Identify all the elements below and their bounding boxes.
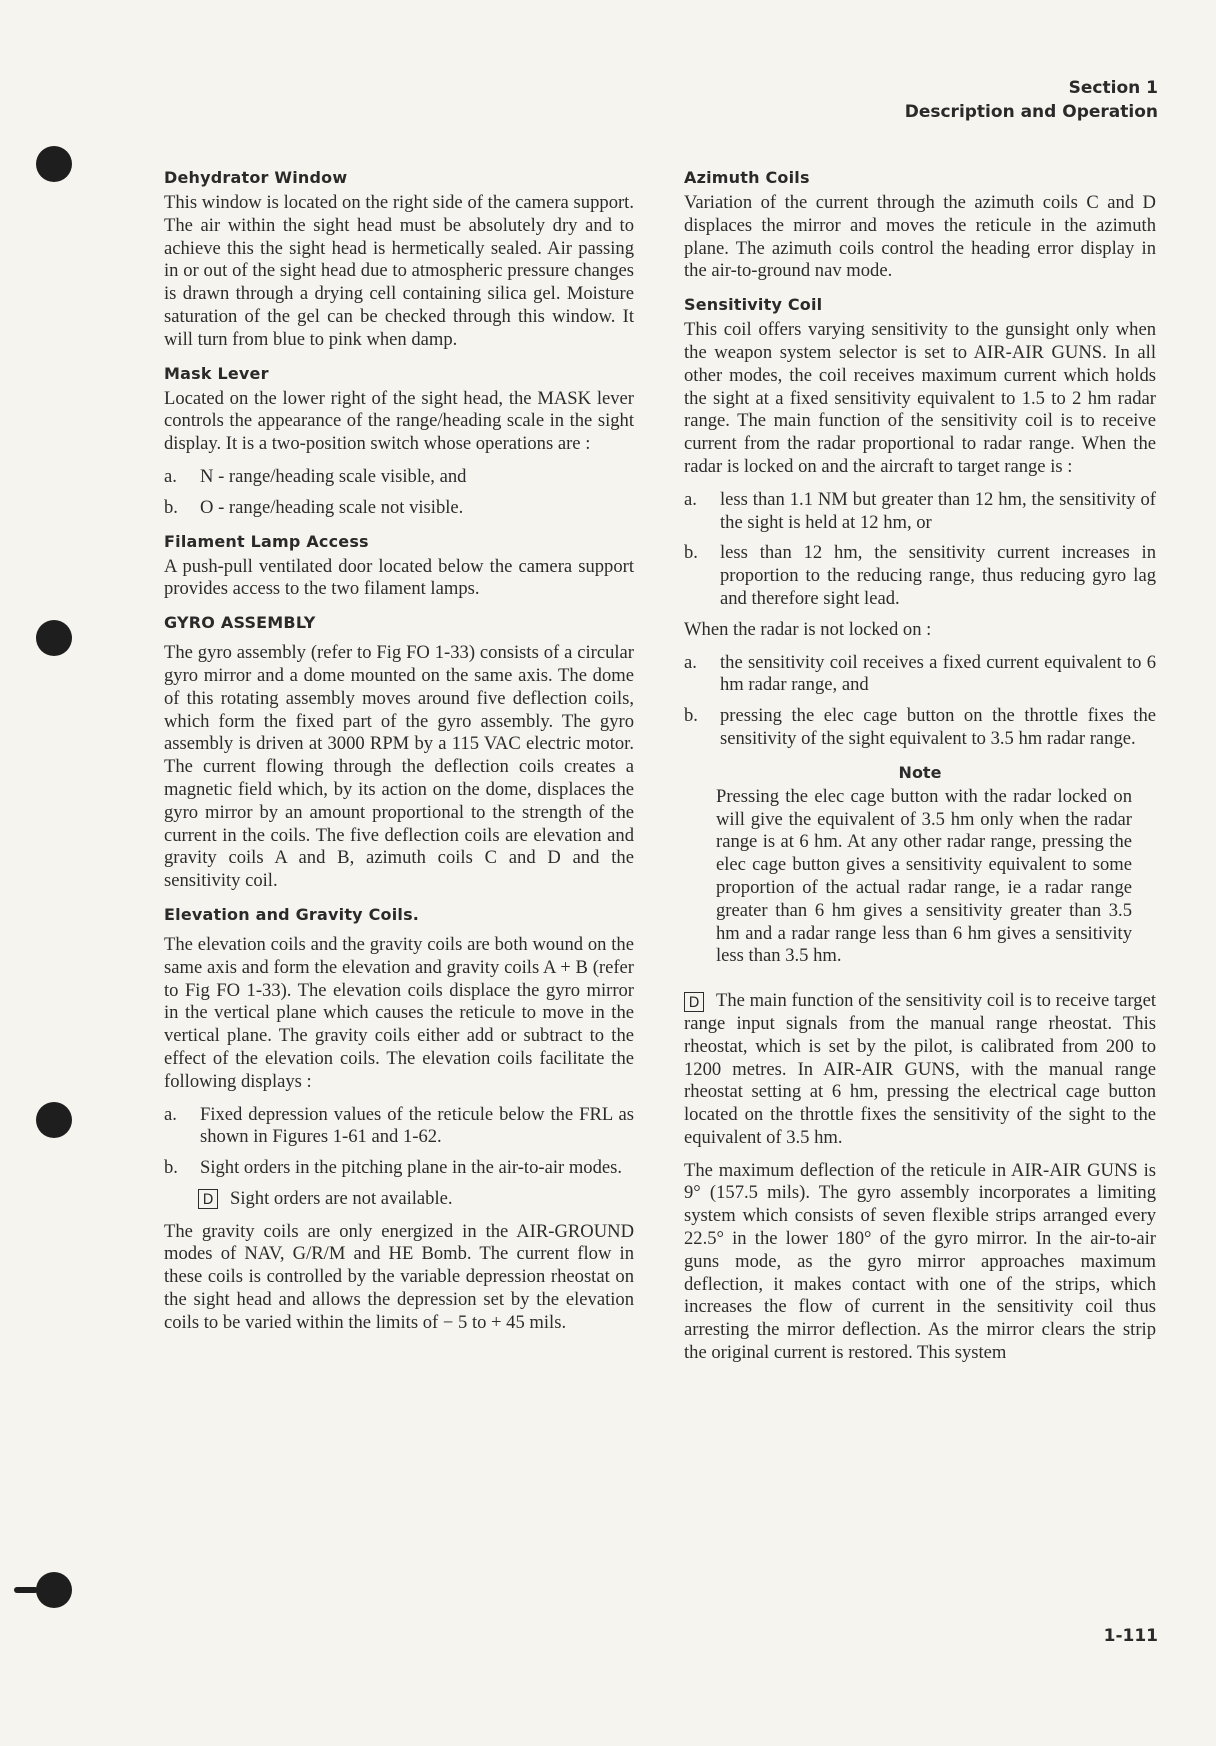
azimuth-section <box>684 168 1156 283</box>
list-item: a. the sensitivity coil receives a fixed current equivalent to 6 hm radar range, and <box>684 651 1156 696</box>
sensitivity-text: This coil offers varying sensitivity to the gunsight only when the weapon system selector is set to AIR-AIR GUNS. In all other modes, the coil receives maximum current which holds the sight at a fixed sensitivity equivalent to 1.5 to 2 hm radar range. The main function of the sensitivity coil is to receive current from the radar proportional to radar range. When the radar is locked on and the aircraft to target range is : <box>684 319 1156 477</box>
list-item: b. O - range/heading scale not visible. <box>164 496 464 518</box>
mask-lever-heading: Mask Lever <box>164 363 269 383</box>
list-item: b. Sight orders in the pitching plane in the air-to-air modes. <box>164 1157 623 1179</box>
binder-hole-4 <box>36 1572 72 1608</box>
mask-lever-section <box>164 364 634 520</box>
list-item: a. N - range/heading scale visible, and <box>164 465 467 487</box>
d-note <box>198 1188 634 1211</box>
binder-hole-1 <box>36 146 72 182</box>
not-locked-text: When the radar is not locked on : <box>684 618 932 640</box>
azimuth-text: Variation of the current through the azimuth coils C and D displaces the mirror and moves the reticule in the azimuth plane. The azimuth coils control the heading error display in the air-to-ground nav mode. <box>684 192 1156 282</box>
gyro-section <box>164 613 634 893</box>
max-deflection-text: The maximum deflection of the reticule in AIR-AIR GUNS is 9° (157.5 mils). The gyro assembly incorporates a limiting system which consists of seven flexible strips arranged every 22.5° in the lower 180° of the gyro mirror. In the air-to-air guns mode, as the gyro mirror approaches maximum deflection, it makes contact with one of the strips, which increases the flow of current in the sensitivity coil thus arresting the mirror deflection. As the mirror clears the strip the original current is restored. This system <box>684 1159 1156 1364</box>
right-column <box>684 168 1156 1377</box>
filament-section <box>164 532 634 602</box>
dehydrator-section <box>164 168 634 352</box>
binder-hole-2 <box>36 620 72 656</box>
d-marker-icon: D <box>198 1189 218 1209</box>
filament-heading: Filament Lamp Access <box>164 531 369 551</box>
d-marker-icon: D <box>684 992 704 1012</box>
page-number: 1-111 <box>1103 1626 1158 1646</box>
gravity-text: The gravity coils are only energized in the AIR-GROUND modes of NAV, G/R/M and HE Bomb. The current flow in these coils is controlled by the variable depression rheostat on the sight head and allows the depression set by the elevation coils to be varied within the limits of − 5 to + 45 mils. <box>164 1220 634 1333</box>
d-paragraph <box>684 990 1156 1150</box>
elevation-text: The elevation coils and the gravity coils are both wound on the same axis and form the elevation and gravity coils A + B (refer to Fig FO 1-33). The elevation coils displace the gyro mirror in the vertical plane which causes the reticule to move in the vertical plane. The gravity coils either add or subtract to the effect of the elevation coils. The elevation coils facilitate the following displays : <box>164 933 634 1092</box>
sensitivity-heading: Sensitivity Coil <box>684 295 823 315</box>
note-text: Pressing the elec cage button with the radar locked on will give the equivalent of 3.5 hm only when the radar range is at 6 hm. At any other radar range, pressing the elec cage button gives a sensitivity equivalent to some proportion of the actual radar range, ie a radar range greater than 6 hm gives a sensitivity greater than 3.5 hm and a radar range less than 6 hm gives a sensitivity less than 3.5 hm. <box>716 785 1132 967</box>
elevation-section <box>164 905 634 1335</box>
gyro-text: The gyro assembly (refer to Fig FO 1-33) consists of a circular gyro mirror and a dome mounted on the same axis. The dome of this rotating assembly moves around five deflection coils, which form the fixed part of the gyro assembly. The gyro assembly is driven at 3000 RPM by a 115 VAC electric motor. The current flowing through the deflection coils creates a magnetic field which, by its action on the dome, displaces the gyro mirror by an amount proportional to the strength of the current in the coils. The five deflection coils are elevation and gravity coils A and B, azimuth coils C and D and the sensitivity coil. <box>164 642 634 892</box>
dehydrator-text: This window is located on the right side of the camera support. The air within the sight head must be absolutely dry and to achieve this the sight head is hermetically sealed. Air passing in or out of the sight head due to atmospheric pressure changes is drawn through a drying cell containing silica gel. Moisture saturation of the gel can be checked through this window. It will turn from blue to pink when damp. <box>164 192 634 350</box>
list-item: b. pressing the elec cage button on the throttle fixes the sensitivity of the sight equivalent to 3.5 hm radar range. <box>684 705 1156 749</box>
left-column <box>164 168 634 1347</box>
section-title: Description and Operation <box>904 102 1158 122</box>
list-item: a. Fixed depression values of the reticule below the FRL as shown in Figures 1-61 and 1-62. <box>164 1103 634 1148</box>
list-item: b. less than 12 hm, the sensitivity current increases in proportion to the reducing range, thus reducing gyro lag and therefore sight lead. <box>684 542 1156 609</box>
note-title: Note <box>898 762 942 782</box>
gyro-heading: GYRO ASSEMBLY <box>164 613 316 633</box>
list-item: a. less than 1.1 NM but greater than 12 hm, the sensitivity of the sight is held at 12 hm, or <box>684 488 1156 533</box>
mask-lever-text: Located on the lower right of the sight head, the MASK lever controls the appearance of the range/heading scale in the sight display. It is a two-position switch whose operations are : <box>164 387 634 455</box>
d-note-text: Sight orders are not available. <box>230 1187 453 1209</box>
filament-text: A push-pull ventilated door located below the camera support provides access to the two filament lamps. <box>164 555 634 600</box>
binder-hole-3 <box>36 1102 72 1138</box>
azimuth-heading: Azimuth Coils <box>684 168 810 187</box>
dehydrator-heading: Dehydrator Window <box>164 168 348 187</box>
page-header <box>905 76 1158 124</box>
d-paragraph-text: The main function of the sensitivity coil is to receive target range input signals from the manual range rheostat. This rheostat, which is set by the pilot, is calibrated from 200 to 1200 metres. In AIR-AIR GUNS, with the manual range rheostat setting at 6 hm, pressing the electrical cage button located on the throttle fixes the sensitivity of the sight to the equivalent of 3.5 hm. <box>684 990 1156 1148</box>
sensitivity-section <box>684 295 1156 1365</box>
elevation-heading: Elevation and Gravity Coils. <box>164 904 420 924</box>
section-label: Section 1 <box>1068 78 1158 98</box>
